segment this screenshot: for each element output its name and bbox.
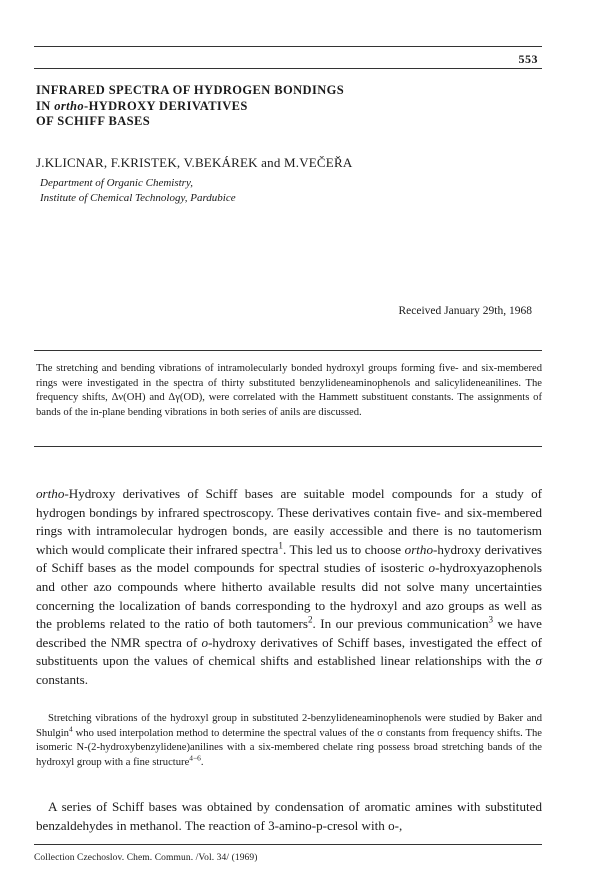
footer-rule [34, 844, 542, 845]
page-number: 553 [518, 52, 538, 66]
authors: J.KLICNAR, F.KRISTEK, V.BEKÁREK and M.VEČEŘA [36, 155, 353, 170]
abstract: The stretching and bending vibrations of intramolecularly bonded hydroxyl groups forming five- and six-membered rings were investigated in the spectra of thirty substituted benzylideneaminophenols and salicylideneanilines. The frequency shifts, Δν(OH) and Δγ(OD), were correlated with the Hammett substituent constants. The assignments of bands of the in-plane bending vibrations in both series of anils are discussed. [36, 363, 542, 418]
article-title [36, 83, 456, 130]
affiliation-line-2: Institute of Chemical Technology, Pardubice [40, 191, 236, 204]
journal-footer: Collection Czechoslov. Chem. Commun. /Vol. 34/ (1969) [34, 853, 258, 863]
body-paragraph-2: Stretching vibrations of the hydroxyl group in substituted 2-benzylideneaminophenols were studied by Baker and Shulgin$^4$ who used interpolation method to determine the spectral values of the σ constants from frequency shifts. The isomeric N-(2-hydroxybenzylidene)anilines with a six-membered chelate ring possess broad stretching bands of the hydroxyl group with a fine structure$^{4-6}$. [36, 713, 542, 768]
title-line-3: OF SCHIFF BASES [36, 114, 151, 128]
top-rule [34, 46, 542, 47]
body-paragraph-3: A series of Schiff bases was obtained by condensation of aromatic amines with substituted benzaldehydes in methanol. The reaction of 3-amino-p-cresol with o-, [36, 799, 542, 833]
title-line-2: IN ortho-HYDROXY DERIVATIVES [36, 98, 248, 113]
affiliation-line-1: Department of Organic Chemistry, [40, 177, 193, 189]
abstract-top-rule [34, 350, 542, 351]
title-line-1: INFRARED SPECTRA OF HYDROGEN BONDINGS [36, 83, 345, 97]
received-date: Received January 29th, 1968 [398, 305, 532, 317]
affiliation [40, 176, 236, 205]
header-rule [34, 68, 542, 69]
body-paragraph-1: ortho-Hydroxy derivatives of Schiff bases are suitable model compounds for a study of hydrogen bondings by infrared spectroscopy. These derivatives contain five- and six-membered rings with intramolecular hydrogen bonds, are easily accessible and there is no tautomerism which would complicate their infrared spectra$^1$. This led us to choose ortho-hydroxy derivatives of Schiff bases as the model compounds for spectral studies of isosteric o-hydroxyazophenols and other azo compounds where hitherto available results did not solve many uncertainties concerning the localization of bands corresponding to the hydroxyl and azo groups as well as the problems related to the ratio of both tautomers$^2$. In our previous communication$^3$ we have described the NMR spectra of o-hydroxy derivatives of Schiff bases, investigated the effect of substituents upon the values of chemical shifts and established linear relationships with the σ constants. [36, 486, 542, 687]
abstract-bottom-rule [34, 446, 542, 447]
